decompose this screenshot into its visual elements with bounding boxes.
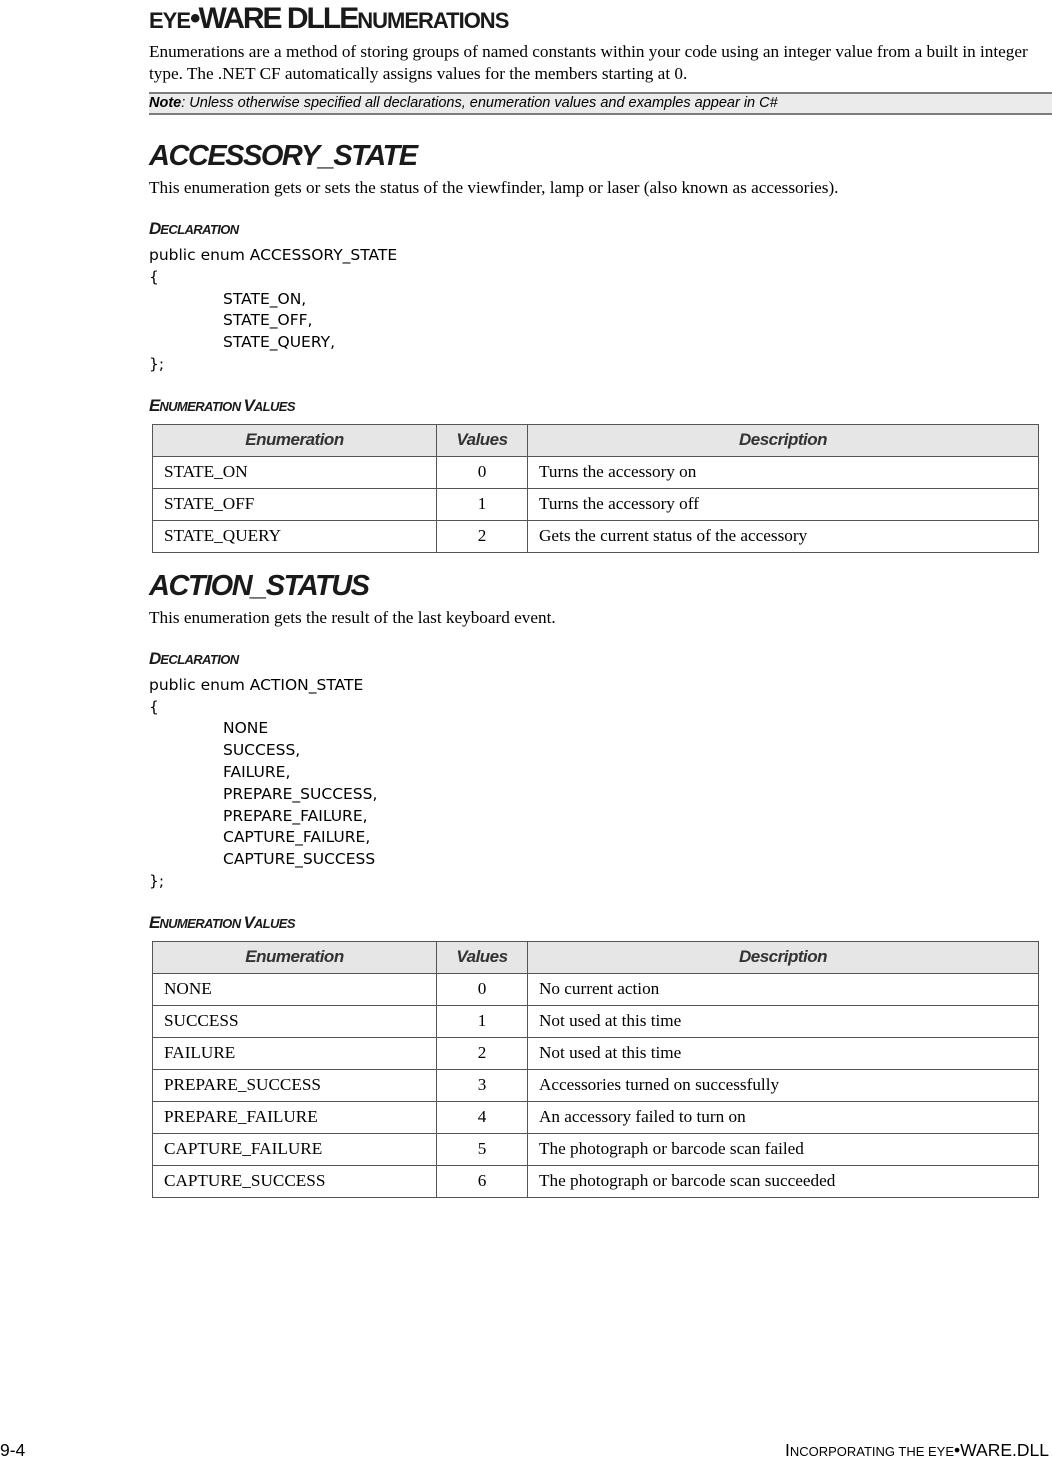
code-member: FAILURE, (223, 762, 291, 781)
code-member: SUCCESS, (223, 741, 301, 760)
section-heading: ACTION_STATUS (149, 569, 369, 602)
table-row: STATE_OFF 1 Turns the accessory off (153, 488, 1039, 520)
section-accessory-state (149, 139, 1052, 553)
running-footer: INCORPORATING THE EYE•WARE.DLL (784, 1440, 1049, 1460)
note-text: : Unless otherwise specified all declarations, enumeration values and examples appear in C# (181, 95, 778, 111)
code-member: STATE_ON, (223, 289, 307, 308)
page-footer (0, 1440, 1052, 1459)
column-header-description: Description (528, 424, 1039, 456)
declaration-heading: DECLARATION (149, 219, 239, 238)
enum-values-heading: ENUMERATION VALUES (149, 912, 295, 932)
note-bar (149, 92, 1052, 115)
code-member: NONE (223, 719, 269, 738)
table-row: CAPTURE_SUCCESS 6 The photograph or barcode scan succeeded (153, 1165, 1039, 1197)
enum-values-heading: ENUMERATION VALUES (149, 395, 295, 415)
page-number: 9-4 (0, 1440, 26, 1460)
column-header-values: Values (437, 424, 528, 456)
table-header-row (153, 941, 1039, 973)
column-header-enumeration: Enumeration (153, 941, 437, 973)
table-row: STATE_QUERY 2 Gets the current status of the accessory (153, 520, 1039, 552)
code-member: STATE_QUERY, (223, 333, 336, 352)
code-member: STATE_OFF, (223, 311, 313, 330)
table-row: SUCCESS 1 Not used at this time (153, 1005, 1039, 1037)
table-row: PREPARE_SUCCESS 3 Accessories turned on successfully (153, 1069, 1039, 1101)
table-row: CAPTURE_FAILURE 5 The photograph or barcode scan failed (153, 1133, 1039, 1165)
table-header-row (153, 424, 1039, 456)
note-label: Note (149, 95, 182, 111)
section-heading: ACCESSORY_STATE (149, 140, 417, 172)
section-action-status (149, 569, 1052, 1198)
declaration-heading: DECLARATION (149, 648, 239, 668)
section-description: This enumeration gets the result of the last keyboard event. (149, 607, 556, 627)
code-member: PREPARE_FAILURE, (223, 806, 368, 825)
section-description: This enumeration gets or sets the status of the viewfinder, lamp or laser (also known as accessories). (149, 178, 839, 197)
code-member: PREPARE_SUCCESS, (223, 784, 378, 803)
table-row: STATE_ON 0 Turns the accessory on (153, 456, 1039, 488)
code-member: CAPTURE_FAILURE, (223, 828, 371, 847)
column-header-enumeration: Enumeration (153, 424, 437, 456)
enum-values-table (152, 941, 1039, 1198)
enum-values-table (152, 424, 1039, 553)
column-header-values: Values (437, 941, 528, 973)
intro-paragraph: Enumerations are a method of storing groups of named constants within your code using an integer value from a built in integer type. The .NET CF automatically assigns values for the members starting at 0. (149, 42, 1028, 83)
code-block: public enum ACTION_STATE { NONE SUCCESS, FAILURE, PREPARE_SUCCESS, PREPARE_FAILURE, CAPTURE_FAILURE, CAPTURE_SUCCESS }; (149, 675, 1052, 893)
table-row: FAILURE 2 Not used at this time (153, 1037, 1039, 1069)
table-row: NONE 0 No current action (153, 973, 1039, 1005)
code-block: public enum ACCESSORY_STATE { STATE_ON, STATE_OFF, STATE_QUERY, }; (149, 245, 1052, 376)
document-body (149, 0, 1052, 1198)
table-row: PREPARE_FAILURE 4 An accessory failed to turn on (153, 1101, 1039, 1133)
page-title: EYE•WARE DLLENUMERATIONS (149, 2, 509, 35)
column-header-description: Description (528, 941, 1039, 973)
code-member: CAPTURE_SUCCESS (223, 850, 376, 869)
